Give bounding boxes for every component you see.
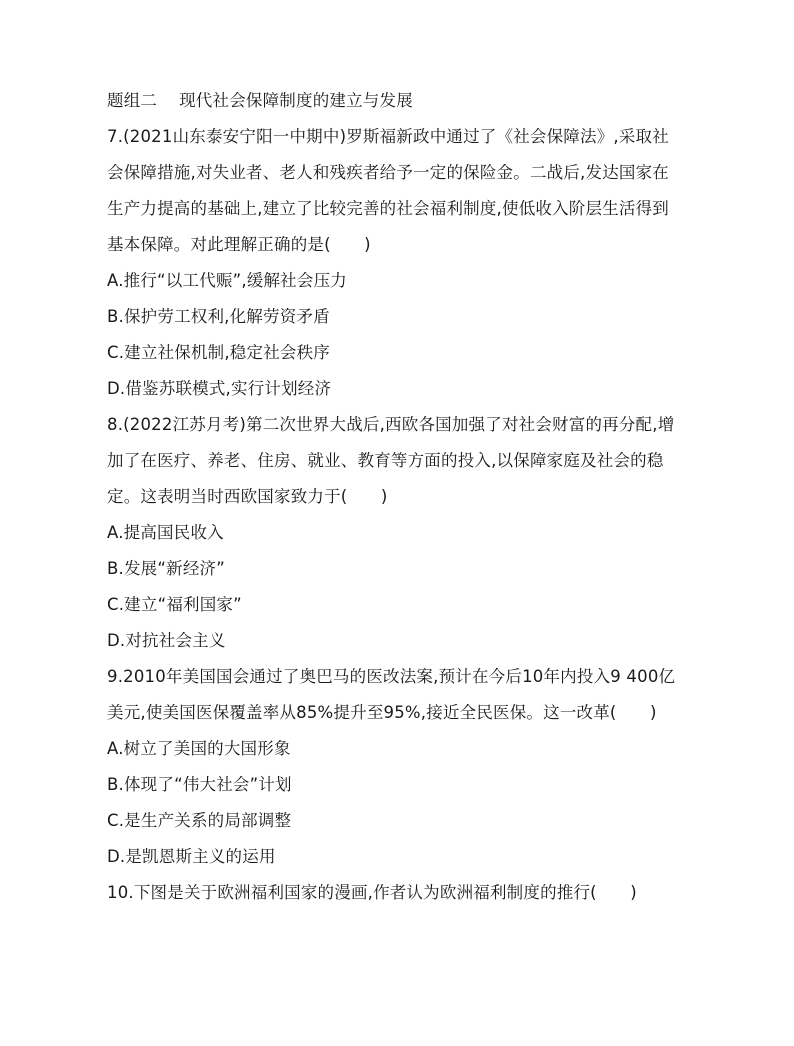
question-line: 基本保障。对此理解正确的是( ) [107, 235, 371, 254]
option-a: A.树立了美国的大国形象 [107, 739, 291, 758]
option-d: D.借鉴苏联模式,实行计划经济 [107, 379, 332, 398]
question-line: 生产力提高的基础上,建立了比较完善的社会福利制度,使低收入阶层生活得到 [107, 199, 669, 218]
question-8 [107, 414, 692, 652]
section-title: 现代社会保障制度的建立与发展 [179, 91, 413, 110]
question-line: 加了在医疗、养老、住房、就业、教育等方面的投入,以保障家庭及社会的稳 [107, 451, 664, 470]
option-b: B.保护劳工权利,化解劳资矛盾 [107, 307, 330, 326]
option-b: B.发展“新经济” [107, 559, 225, 578]
option-d: D.对抗社会主义 [107, 631, 226, 650]
option-b: B.体现了“伟大社会”计划 [107, 775, 292, 794]
question-7 [107, 126, 692, 400]
section-number: 题组二 [107, 91, 158, 110]
question-line: 7.(2021山东泰安宁阳一中期中)罗斯福新政中通过了《社会保障法》,采取社 [107, 127, 669, 146]
section-heading [107, 90, 692, 112]
question-10 [107, 882, 692, 904]
question-line: 8.(2022江苏月考)第二次世界大战后,西欧各国加强了对社会财富的再分配,增 [107, 415, 675, 434]
question-line: 10.下图是关于欧洲福利国家的漫画,作者认为欧洲福利制度的推行( ) [107, 883, 637, 902]
question-line: 9.2010年美国国会通过了奥巴马的医改法案,预计在今后10年内投入9 400亿 [107, 667, 676, 686]
question-line: 美元,使美国医保覆盖率从85%提升至95%,接近全民医保。这一改革( ) [107, 703, 657, 722]
question-line: 定。这表明当时西欧国家致力于( ) [107, 487, 388, 506]
document-page [107, 90, 692, 918]
option-c: C.建立社保机制,稳定社会秩序 [107, 343, 331, 362]
question-line: 会保障措施,对失业者、老人和残疾者给予一定的保险金。二战后,发达国家在 [107, 163, 669, 182]
option-d: D.是凯恩斯主义的运用 [107, 847, 276, 866]
option-a: A.推行“以工代赈”,缓解社会压力 [107, 271, 347, 290]
option-a: A.提高国民收入 [107, 523, 224, 542]
question-9 [107, 666, 692, 868]
option-c: C.是生产关系的局部调整 [107, 811, 292, 830]
option-c: C.建立“福利国家” [107, 595, 242, 614]
